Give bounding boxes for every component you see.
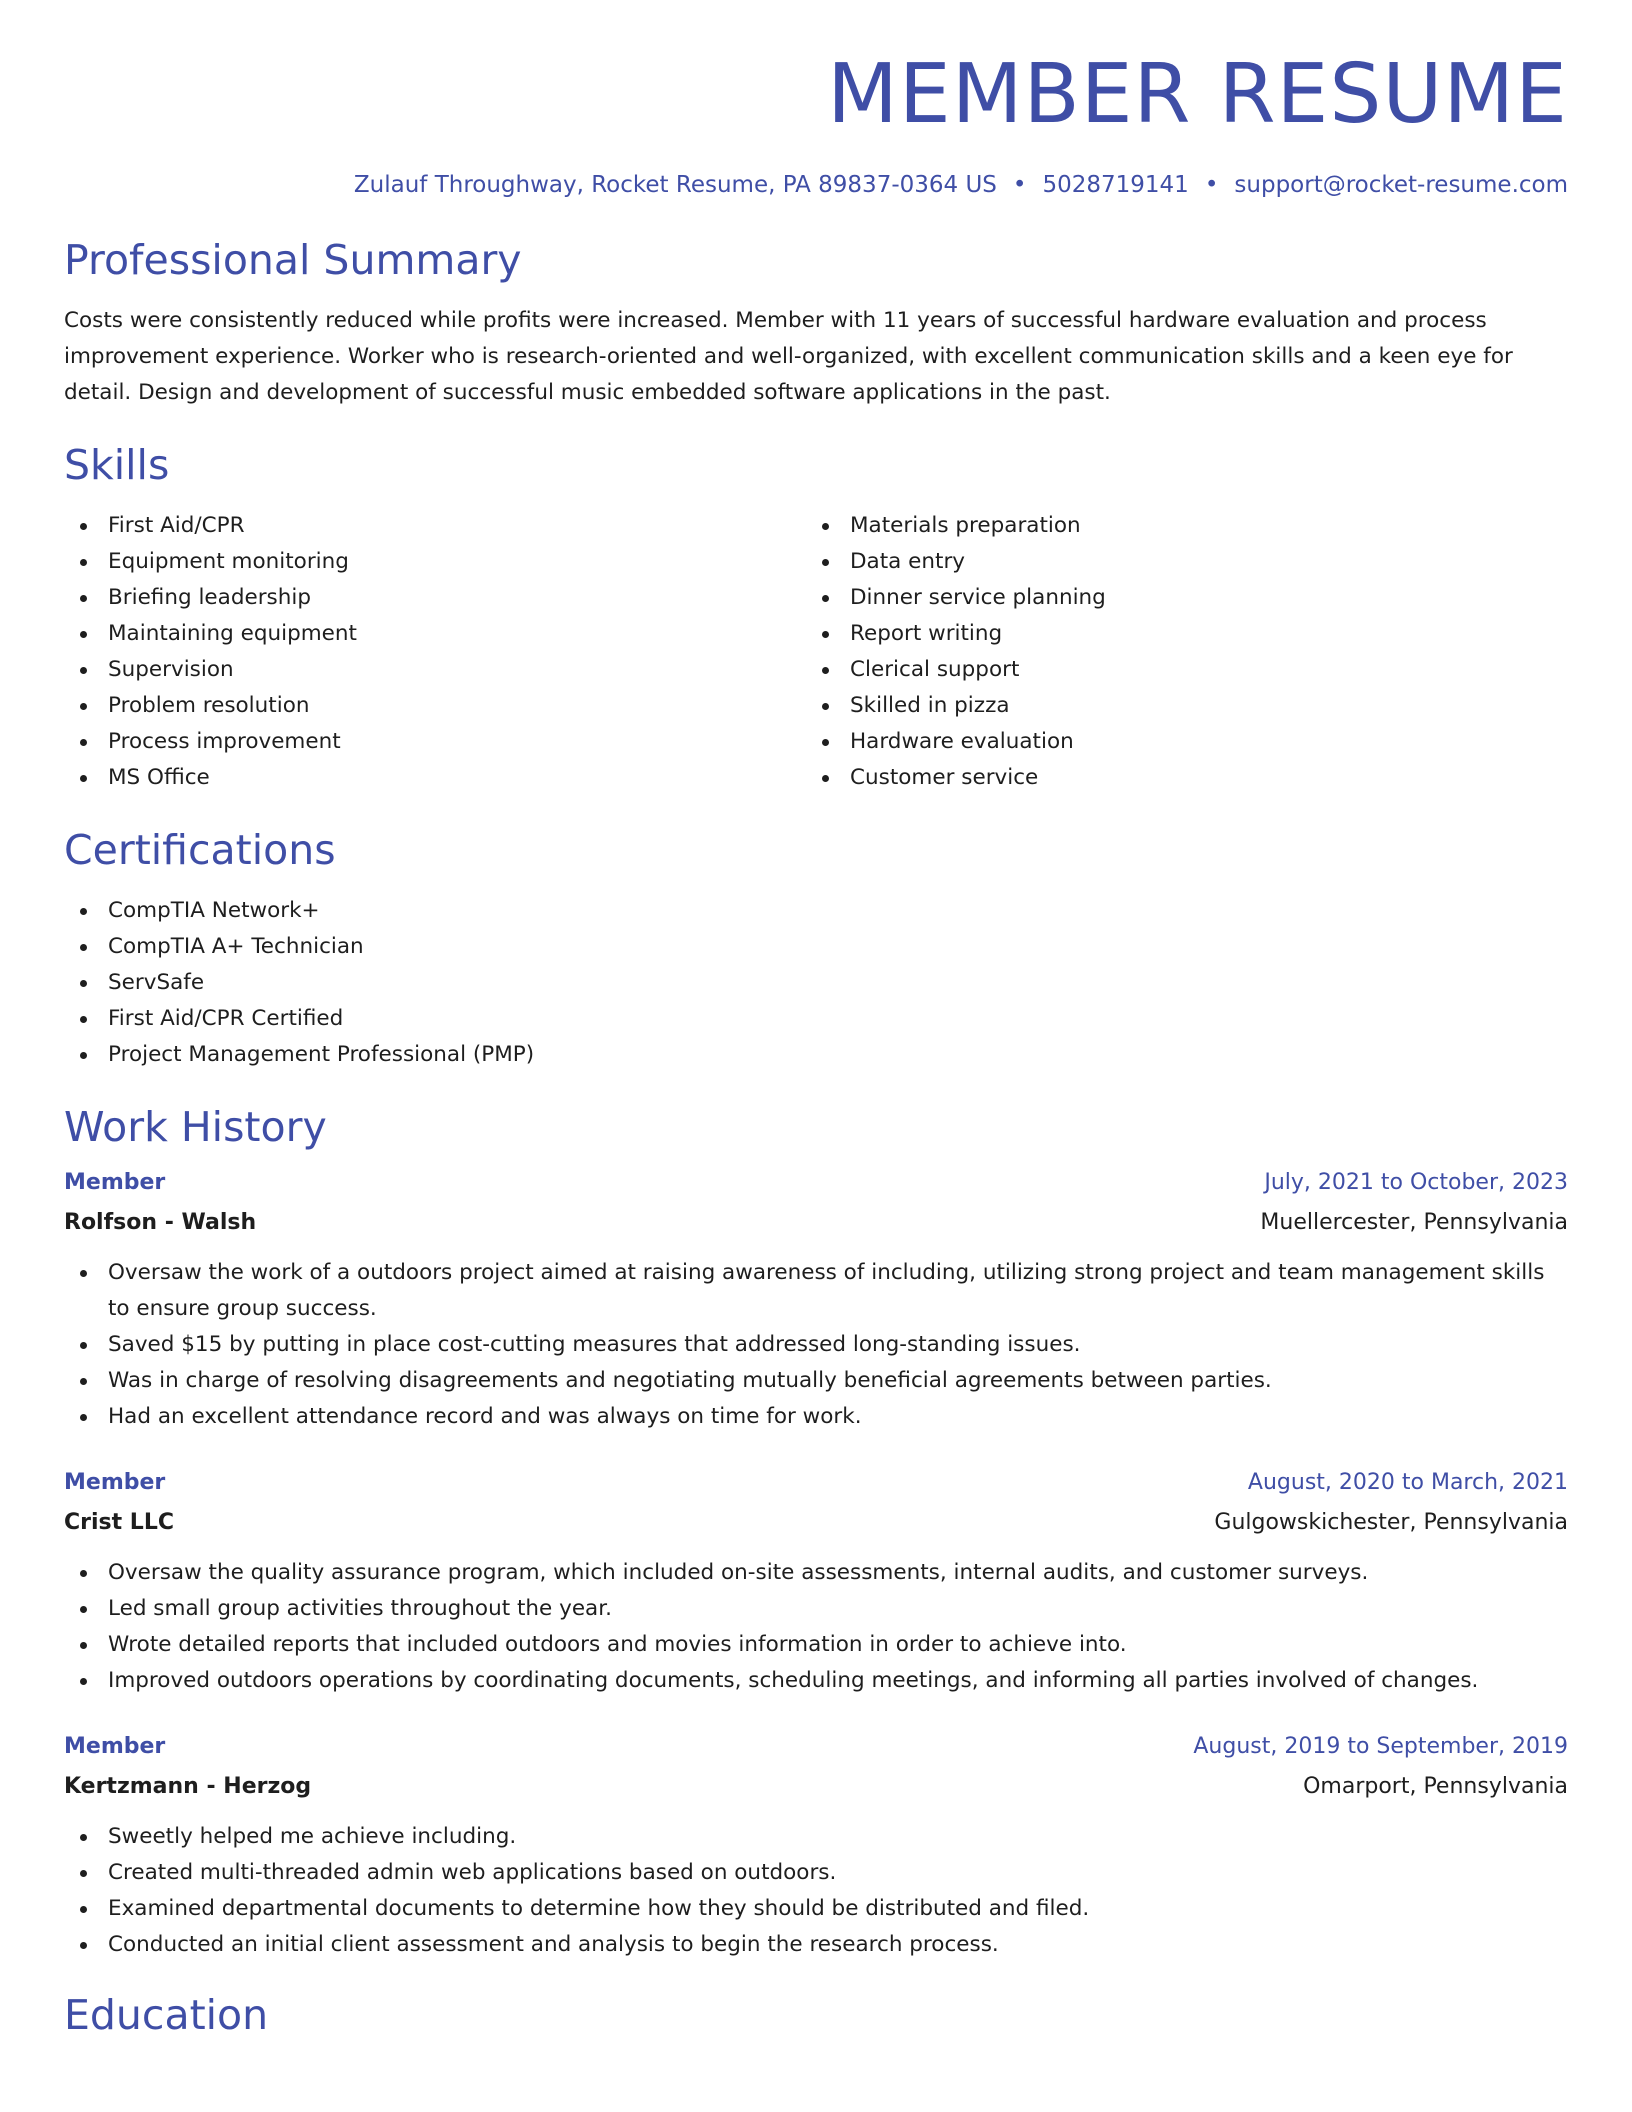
job-title-row — [64, 1727, 1568, 1767]
professional-summary-section — [64, 236, 1568, 411]
skill-item: Data entry — [806, 544, 1548, 580]
job-company: Crist LLC — [64, 1509, 174, 1535]
resume-header — [64, 0, 1568, 200]
summary-text: Costs were consistently reduced while profits were increased. Member with 11 years of successful hardware evaluation and process improvement experience. Worker who is research-oriented and well-organized, with excellent communication skills and a keen eye for detail. Design and development of successful music embedded software applications in the past. — [64, 308, 1513, 406]
job-entry — [64, 1163, 1568, 1435]
contact-phone: 5028719141 — [1042, 172, 1189, 199]
skill-item: Report writing — [806, 616, 1548, 652]
skill-item: Equipment monitoring — [64, 544, 806, 580]
skill-item: Supervision — [64, 652, 806, 688]
job-bullets — [64, 1555, 1568, 1699]
contact-email: support@rocket-resume.com — [1234, 172, 1568, 199]
job-company-row — [64, 1767, 1568, 1807]
job-company: Rolfson - Walsh — [64, 1209, 257, 1235]
job-title: Member — [64, 1733, 166, 1759]
skill-item: Dinner service planning — [806, 580, 1548, 616]
job-bullet: Oversaw the work of a outdoors project aimed at raising awareness of including, utilizing strong project and team management skills to ensure group success. — [64, 1255, 1568, 1327]
job-title-row — [64, 1463, 1568, 1503]
skills-list-right — [806, 508, 1548, 796]
certification-item: ServSafe — [64, 965, 1568, 1001]
section-heading: Skills — [64, 441, 170, 490]
job-bullets — [64, 1255, 1568, 1435]
skill-item: Customer service — [806, 760, 1548, 796]
contact-line — [64, 172, 1568, 200]
section-heading: Education — [64, 1990, 269, 2039]
skills-section — [64, 441, 1568, 796]
skills-grid — [64, 508, 1568, 796]
certifications-section — [64, 826, 1568, 1073]
skill-item: Skilled in pizza — [806, 688, 1548, 724]
education-section — [64, 1991, 1568, 2040]
job-location: Muellercester, Pennsylvania — [1260, 1209, 1568, 1235]
resume-page — [64, 0, 1568, 2058]
skill-item: Briefing leadership — [64, 580, 806, 616]
contact-separator: • — [1012, 172, 1027, 199]
job-title: Member — [64, 1469, 166, 1495]
skill-item: Process improvement — [64, 724, 806, 760]
certification-item: CompTIA Network+ — [64, 893, 1568, 929]
skills-list-left — [64, 508, 806, 796]
job-bullet: Examined departmental documents to determine how they should be distributed and filed. — [64, 1891, 1568, 1927]
job-company-row — [64, 1503, 1568, 1543]
job-title: Member — [64, 1169, 166, 1195]
certification-item: First Aid/CPR Certified — [64, 1001, 1568, 1037]
work-history-section — [64, 1103, 1568, 1962]
skill-item: Maintaining equipment — [64, 616, 806, 652]
job-bullet: Oversaw the quality assurance program, which included on-site assessments, internal audits, and customer surveys. — [64, 1555, 1568, 1591]
job-bullet: Improved outdoors operations by coordinating documents, scheduling meetings, and informing all parties involved of changes. — [64, 1663, 1568, 1699]
certifications-list — [64, 893, 1568, 1073]
job-bullets — [64, 1819, 1568, 1963]
contact-separator: • — [1204, 172, 1219, 199]
job-bullet: Led small group activities throughout the year. — [64, 1591, 1568, 1627]
resume-title: MEMBER RESUME — [827, 47, 1568, 142]
skill-item: Materials preparation — [806, 508, 1548, 544]
certification-item: CompTIA A+ Technician — [64, 929, 1568, 965]
section-heading: Certifications — [64, 826, 336, 875]
job-location: Gulgowskichester, Pennsylvania — [1214, 1509, 1568, 1535]
skill-item: MS Office — [64, 760, 806, 796]
job-company-row — [64, 1203, 1568, 1243]
job-company: Kertzmann - Herzog — [64, 1773, 312, 1799]
skill-item: Problem resolution — [64, 688, 806, 724]
skill-item: First Aid/CPR — [64, 508, 806, 544]
job-bullet: Conducted an initial client assessment and analysis to begin the research process. — [64, 1927, 1568, 1963]
job-bullet: Created multi-threaded admin web applications based on outdoors. — [64, 1855, 1568, 1891]
job-bullet: Saved $15 by putting in place cost-cutting measures that addressed long-standing issues. — [64, 1327, 1568, 1363]
job-entry — [64, 1463, 1568, 1699]
job-entry — [64, 1727, 1568, 1963]
section-heading: Professional Summary — [64, 235, 522, 284]
certification-item: Project Management Professional (PMP) — [64, 1037, 1568, 1073]
skill-item: Clerical support — [806, 652, 1548, 688]
job-title-row — [64, 1163, 1568, 1203]
job-bullet: Sweetly helped me achieve including. — [64, 1819, 1568, 1855]
contact-address: Zulauf Throughway, Rocket Resume, PA 89837-0364 US — [353, 172, 997, 199]
job-location: Omarport, Pennsylvania — [1303, 1773, 1568, 1799]
section-heading: Work History — [64, 1103, 327, 1152]
skill-item: Hardware evaluation — [806, 724, 1548, 760]
job-bullet: Wrote detailed reports that included outdoors and movies information in order to achieve into. — [64, 1627, 1568, 1663]
job-bullet: Was in charge of resolving disagreements and negotiating mutually beneficial agreements between parties. — [64, 1363, 1568, 1399]
job-dates: July, 2021 to October, 2023 — [1264, 1169, 1568, 1195]
job-bullet: Had an excellent attendance record and was always on time for work. — [64, 1399, 1568, 1435]
job-dates: August, 2019 to September, 2019 — [1193, 1733, 1568, 1759]
job-dates: August, 2020 to March, 2021 — [1247, 1469, 1568, 1495]
